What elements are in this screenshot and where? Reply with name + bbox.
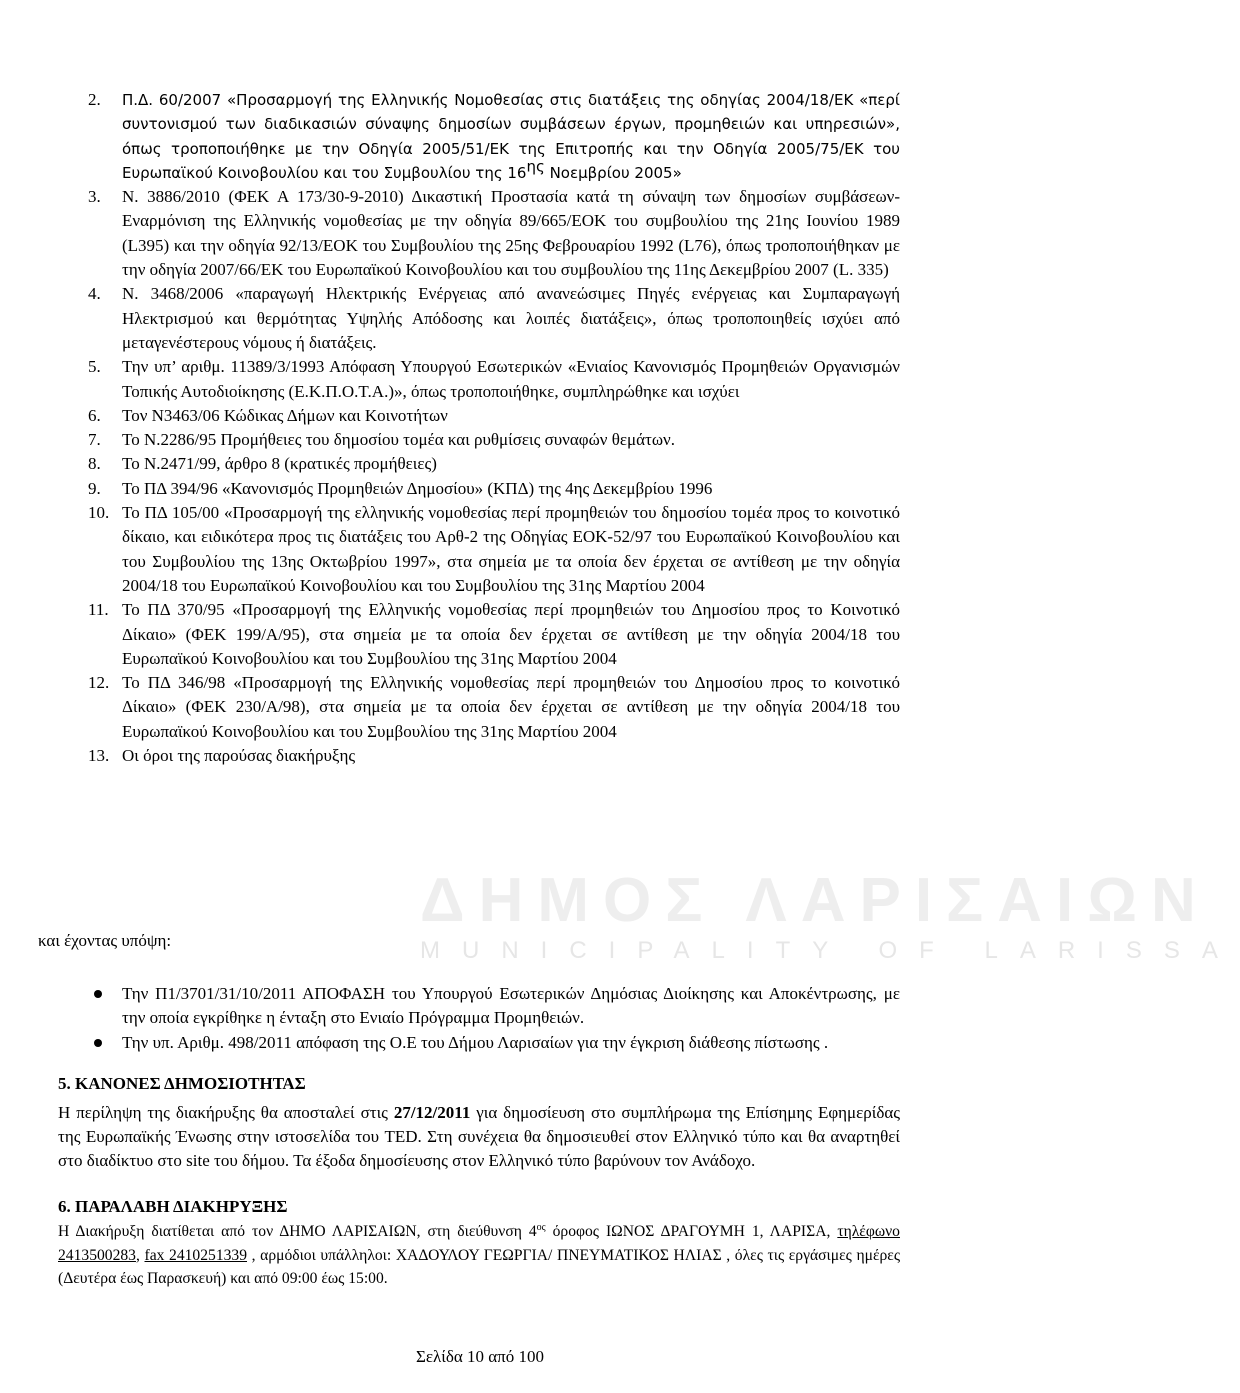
list-item [88,185,900,282]
section-5-text-after: για δημοσίευση στο συμπλήρωμα της Επίσημης Εφημερίδας της Ευρωπαϊκής Ένωσης στην ιστοσελίδα του TED. Στη συνέχεια θα δημοσιευθεί στον Ελληνικό τύπο και θα αναρτηθεί στο διαδίκτυο στο site του δήμου. Τα έξοδα δημοσίευσης στον Ελληνικό τύπο βαρύνουν τον Ανάδοχο. [58,1103,900,1171]
bullet-icon [94,990,102,998]
item-text: Π.Δ. 60/2007 «Προσαρμογή της Ελληνικής Νομοθεσίας στις διατάξεις της οδηγίας 2004/18/ΕΚ «περί συντονισμού των διαδικασιών σύναψης δημοσίων συμβάσεων έργων, προμηθειών και υπηρεσιών», όπως τροποποιήθηκε με την Οδηγία 2005/51/ΕΚ της Επιτροπής και την Οδηγία 2005/75/ΕΚ του Ευρωπαϊκού Κοινοβουλίου και του Συμβουλίου της 16 [122,91,900,182]
page-number-footer: Σελίδα 10 από 100 [415,1347,544,1366]
considerations-list [88,982,900,1057]
list-item [88,428,900,452]
item-number: 5. [88,357,101,377]
item-number: 7. [88,430,101,450]
item-text: Την υπ’ αριθμ. 11389/3/1993 Απόφαση Υπουργού Εσωτερικών «Ενιαίος Κανονισμός Προμηθειών Οργανισμών Τοπικής Αυτοδιοίκησης (Ε.Κ.Π.Ο.Τ.Α.)», όπως τροποποιήθηκε, συμπληρώθηκε και ισχύει [122,357,900,401]
bullet-icon [94,1039,102,1047]
fax-number: fax 2410251339 [144,1246,248,1264]
item-text: Το ΠΔ 346/98 «Προσαρμογή της Ελληνικής νομοθεσίας περί προμηθειών του Δημοσίου προς το κοινοτικό Δίκαιο» (ΦΕΚ 230/Α/98), στα σημεία με τα οποία δεν έρχεται σε αντίθεση με την οδηγία 2004/18 του Ευρωπαϊκού Κοινοβουλίου και του Συμβουλίου της 31ης Μαρτίου 2004 [122,673,900,741]
bullet-item [88,1031,900,1055]
having-in-view-label: και έχοντας υπόψη: [38,931,172,950]
list-item [88,282,900,355]
separator: , [135,1246,145,1264]
item-number: 2. [88,90,101,109]
watermark-title: ΔΗΜΟΣ ΛΑΡΙΣΑΙΩΝ [420,866,1210,935]
item-text: Οι όροι της παρούσας διακήρυξης [122,746,356,766]
bullet-item [88,982,900,1029]
list-item [88,671,900,744]
item-number: 9. [88,478,101,498]
item-superscript: ης [526,157,545,176]
section-5-text-before: Η περίληψη της διακήρυξης θα αποσταλεί στις [58,1103,394,1122]
item-text: Ν. 3468/2006 «παραγωγή Ηλεκτρικής Ενέργειας από ανανεώσιμες Πηγές ενέργειας και Συμπαραγωγή Ηλεκτρισμού και θερμότητας Υψηλής Απόδοσης και λοιπές διατάξεις», όπως τροποποιηθείς ισχύει από μεταγενέστερους νόμους ή διατάξεις. [122,284,900,352]
item-number: 4. [88,284,101,304]
list-item [88,404,900,428]
item-text: Το Ν.2471/99, άρθρο 8 (κρατικές προμήθειες) [122,454,437,474]
item-text: Το Ν.2286/95 Προμήθειες του δημοσίου τομέα και ρυθμίσεις συναφών θεμάτων. [122,430,675,450]
phone-number: τηλέφωνο 2413500283 [58,1223,900,1264]
item-number: 8. [88,454,101,474]
item-number: 11. [88,600,109,620]
watermark-subtitle: MUNICIPALITY OF LARISSA [420,937,1240,964]
list-item [88,355,900,404]
legislation-list [88,88,900,768]
section-6-superscript: ος [536,1221,546,1233]
section-6-text-3: , αρμόδιοι υπάλληλοι: ΧΑΔΟΥΛΟΥ ΓΕΩΡΓΙΑ/ ΠΝΕΥΜΑΤΙΚΟΣ ΗΛΙΑΣ , όλες τις εργάσιμες ημέρες (Δευτέρα έως Παρασκευή) και από 09:00 έως 15:00. [58,1246,901,1288]
item-text: Τον Ν3463/06 Κώδικας Δήμων και Κοινοτήτων [122,405,448,425]
bullet-text: Την υπ. Αριθμ. 498/2011 απόφαση της Ο.Ε του Δήμου Λαρισαίων για την έγκριση διάθεσης πίστωσης . [122,1033,829,1052]
item-text-tail: Νοεμβρίου 2005» [544,163,682,182]
list-item [88,88,900,185]
publication-date: 27/12/2011 [393,1103,471,1122]
item-number: 6. [88,405,101,425]
section-6-text-2: όροφος ΙΩΝΟΣ ΔΡΑΓΟΥΜΗ 1, ΛΑΡΙΣΑ, [545,1223,838,1240]
section-5-heading: 5. ΚΑΝΟΝΕΣ ΔΗΜΟΣΙΟΤΗΤΑΣ [58,1074,306,1093]
item-number: 13. [88,746,110,766]
item-text: Το ΠΔ 370/95 «Προσαρμογή της Ελληνικής νομοθεσίας περί προμηθειών του Δημοσίου προς το Κοινοτικό Δίκαιο» (ΦΕΚ 199/Α/95), στα σημεία με τα οποία δεν έρχεται σε αντίθεση με την οδηγία 2004/18 του Ευρωπαϊκού Κοινοβουλίου και του Συμβουλίου της 31ης Μαρτίου 2004 [122,600,900,668]
watermark-logo [420,866,1240,990]
section-6-paragraph [58,1220,900,1291]
item-text: Ν. 3886/2010 (ΦΕΚ Α 173/30-9-2010) Δικαστική Προστασία κατά τη σύναψη των δημοσίων συμβάσεων-Εναρμόνιση της Ελληνικής νομοθεσίας με την οδηγία 89/665/ΕΟΚ του συμβουλίου της 21ης Ιουνίου 1989 (L395) και την οδηγία 92/13/ΕΟΚ του Συμβουλίου της 25ης Φεβρουαρίου 1992 (L76), όπως τροποποιήθηκαν με την οδηγία 2007/66/ΕΚ του Ευρωπαϊκού Κοινοβουλίου και του συμβουλίου της 11ης Δεκεμβρίου 2007 (L. 335) [122,187,900,280]
list-item [88,452,900,476]
item-number: 10. [88,503,110,523]
section-6-heading: 6. ΠΑΡΑΛΑΒΗ ΔΙΑΚΗΡΥΞΗΣ [58,1197,288,1216]
list-item [88,598,900,671]
item-text: Το ΠΔ 394/96 «Κανονισμός Προμηθειών Δημοσίου» (ΚΠΔ) της 4ης Δεκεμβρίου 1996 [122,478,713,498]
section-5-paragraph [58,1101,900,1174]
section-6-text-1: Η Διακήρυξη διατίθεται από τον ΔΗΜΟ ΛΑΡΙΣΑΙΩΝ, στη διεύθυνση 4 [58,1223,537,1240]
item-number: 12. [88,673,110,693]
list-item [88,744,900,768]
item-number: 3. [88,187,101,207]
item-text: Το ΠΔ 105/00 «Προσαρμογή της ελληνικής νομοθεσίας περί προμηθειών του δημοσίου τομέα προς το κοινοτικό δίκαιο, και ειδικότερα προς τις διατάξεις του Αρθ-2 της Οδηγίας ΕΟΚ-52/97 του Ευρωπαϊκού Κοινοβουλίου και του Συμβουλίου της 13ης Οκτωβρίου 1997», στα σημεία με τα οποία δεν έρχεται σε αντίθεση με την οδηγία 2004/18 του Ευρωπαϊκού Κοινοβουλίου και του Συμβουλίου της 31ης Μαρτίου 2004 [122,503,900,595]
bullet-text: Την Π1/3701/31/10/2011 ΑΠΟΦΑΣΗ του Υπουργού Εσωτερικών Δημόσιας Διοίκησης και Αποκέντρωσης, με την οποία εγκρίθηκε η ένταξη στο Ενιαίο Πρόγραμμα Προμηθειών. [122,984,900,1027]
list-item [88,477,900,501]
list-item [88,501,900,598]
